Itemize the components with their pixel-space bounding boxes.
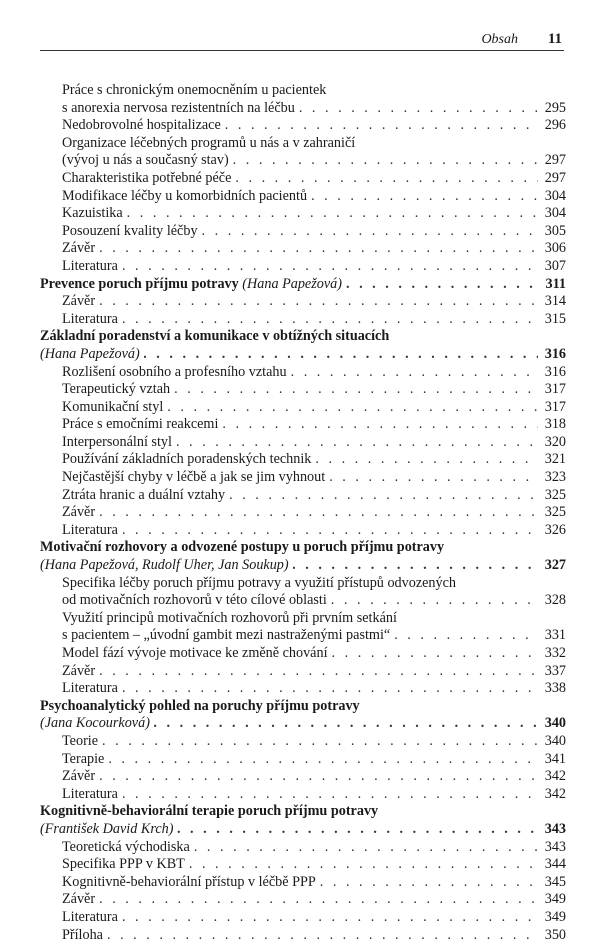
toc-entry[interactable]	[40, 293, 566, 311]
toc-chapter	[40, 803, 566, 944]
toc-entry[interactable]	[40, 364, 566, 382]
dot-leader	[320, 874, 538, 892]
chapter-title: Základní poradenství a komunikace v obtížných situacích	[40, 328, 389, 346]
toc-chapter	[40, 539, 566, 697]
chapter-title: Kognitivně-behaviorální terapie poruch příjmu potravy	[40, 803, 378, 821]
entry-text: Teorie	[62, 733, 98, 751]
dot-leader	[99, 504, 538, 522]
entry-line	[40, 293, 566, 311]
toc-entry[interactable]	[40, 469, 566, 487]
entry-text: Práce s chronickým onemocněním u pacientek	[62, 82, 326, 100]
entry-line	[40, 786, 566, 804]
entry-page: 321	[542, 451, 566, 469]
entry-page: 297	[542, 170, 566, 188]
dot-leader	[225, 117, 538, 135]
dot-leader	[122, 522, 538, 540]
entry-page: 315	[542, 311, 566, 329]
entry-line	[40, 381, 566, 399]
entry-line	[40, 399, 566, 417]
entry-page: 349	[542, 891, 566, 909]
dot-leader	[194, 839, 538, 857]
entry-text: Příloha	[62, 927, 103, 944]
toc-entry[interactable]	[40, 680, 566, 698]
entry-text: Závěr	[62, 504, 95, 522]
toc-entry[interactable]	[40, 645, 566, 663]
entry-page: 320	[542, 434, 566, 452]
entry-text: Literatura	[62, 680, 118, 698]
dot-leader	[122, 786, 538, 804]
toc-entry[interactable]	[40, 575, 566, 610]
entry-line	[40, 100, 566, 118]
entry-text: Práce s emočními reakcemi	[62, 416, 218, 434]
entry-line	[40, 240, 566, 258]
entry-text: Specifika PPP v KBT	[62, 856, 185, 874]
toc-entry[interactable]	[40, 751, 566, 769]
toc-chapter	[40, 698, 566, 804]
entry-line	[40, 504, 566, 522]
dot-leader	[122, 311, 538, 329]
entry-page: 325	[542, 487, 566, 505]
toc-entry[interactable]	[40, 909, 566, 927]
dot-leader	[299, 100, 538, 118]
entry-line	[40, 680, 566, 698]
entry-page: 344	[542, 856, 566, 874]
entry-text: s anorexia nervosa rezistentních na léčbu	[62, 100, 295, 118]
dot-leader	[122, 680, 538, 698]
dot-leader	[102, 733, 538, 751]
dot-leader	[99, 240, 538, 258]
chapter-title-group	[40, 276, 342, 294]
page-number: 11	[548, 31, 562, 48]
toc-entry[interactable]	[40, 135, 566, 170]
entry-line	[40, 663, 566, 681]
toc-entry[interactable]	[40, 839, 566, 857]
entry-line	[40, 416, 566, 434]
entry-page: 326	[542, 522, 566, 540]
entry-line	[40, 364, 566, 382]
entry-page: 304	[542, 205, 566, 223]
toc-entry[interactable]	[40, 891, 566, 909]
entry-line	[40, 205, 566, 223]
dot-leader	[315, 451, 538, 469]
entry-page: 318	[542, 416, 566, 434]
entry-line	[40, 117, 566, 135]
entry-text: Závěr	[62, 293, 95, 311]
toc-entry[interactable]	[40, 240, 566, 258]
chapter-heading[interactable]	[40, 328, 566, 346]
chapter-author: (Hana Papežová)	[242, 276, 342, 292]
entry-text: Kazuistika	[62, 205, 123, 223]
entry-text: Nejčastější chyby v léčbě a jak se jim vyhnout	[62, 469, 325, 487]
entry-line	[40, 768, 566, 786]
dot-leader	[99, 768, 538, 786]
chapter-author: (Hana Papežová)	[40, 346, 140, 364]
dot-leader	[108, 751, 538, 769]
entry-line	[40, 487, 566, 505]
chapter-page: 340	[542, 715, 566, 733]
entry-text: Literatura	[62, 786, 118, 804]
toc-entry[interactable]	[40, 522, 566, 540]
entry-page: 343	[542, 839, 566, 857]
entry-page: 328	[542, 592, 566, 610]
entry-page: 331	[542, 627, 566, 645]
entry-page: 332	[542, 645, 566, 663]
toc-chapter	[40, 328, 566, 539]
entry-text: Literatura	[62, 311, 118, 329]
entry-text: Závěr	[62, 240, 95, 258]
dot-leader	[311, 188, 538, 206]
entry-line	[40, 223, 566, 241]
chapter-heading[interactable]	[40, 539, 566, 557]
entry-page: 325	[542, 504, 566, 522]
dot-leader	[144, 346, 538, 364]
toc-entry[interactable]	[40, 786, 566, 804]
toc-entry[interactable]	[40, 434, 566, 452]
entry-text: s pacientem – „úvodní gambit mezi nastraženými pastmi“	[62, 627, 390, 645]
entry-line	[40, 627, 566, 645]
dot-leader	[174, 381, 538, 399]
toc-chapter	[40, 276, 566, 329]
entry-text: Organizace léčebných programů u nás a v zahraničí	[62, 135, 355, 153]
entry-page: 341	[542, 751, 566, 769]
entry-text: Posouzení kvality léčby	[62, 223, 198, 241]
chapter-page: 327	[542, 557, 566, 575]
entry-text: Terapie	[62, 751, 104, 769]
toc-entry[interactable]	[40, 874, 566, 892]
toc-entry[interactable]	[40, 610, 566, 645]
dot-leader	[99, 663, 538, 681]
entry-line	[40, 645, 566, 663]
toc-entry[interactable]	[40, 856, 566, 874]
toc-entry[interactable]	[40, 311, 566, 329]
entry-line	[40, 575, 566, 593]
entry-text: Používání základních poradenských technik	[62, 451, 311, 469]
dot-leader	[127, 205, 538, 223]
entry-text: od motivačních rozhovorů v této cílové oblasti	[62, 592, 327, 610]
entry-page: 350	[542, 927, 566, 944]
entry-line	[40, 610, 566, 628]
entry-page: 349	[542, 909, 566, 927]
dot-leader	[331, 592, 538, 610]
dot-leader	[394, 627, 538, 645]
entry-text: Závěr	[62, 891, 95, 909]
entry-page: 307	[542, 258, 566, 276]
entry-line	[40, 856, 566, 874]
dot-leader	[177, 821, 538, 839]
entry-text: Literatura	[62, 258, 118, 276]
entry-line	[40, 751, 566, 769]
entry-page: 305	[542, 223, 566, 241]
dot-leader	[189, 856, 538, 874]
entry-page: 317	[542, 381, 566, 399]
dot-leader	[167, 399, 538, 417]
chapter-author-line[interactable]	[40, 346, 566, 364]
dot-leader	[332, 645, 538, 663]
chapter-page: 343	[542, 821, 566, 839]
entry-text: Nedobrovolné hospitalizace	[62, 117, 221, 135]
dot-leader	[154, 715, 538, 733]
entry-text: Charakteristika potřebné péče	[62, 170, 231, 188]
toc-entry[interactable]	[40, 451, 566, 469]
entry-line	[40, 152, 566, 170]
toc-entry[interactable]	[40, 188, 566, 206]
toc-entry[interactable]	[40, 82, 566, 117]
entry-line	[40, 592, 566, 610]
entry-page: 297	[542, 152, 566, 170]
dot-leader	[222, 416, 538, 434]
entry-line	[40, 82, 566, 100]
entry-text: Závěr	[62, 663, 95, 681]
entry-line	[40, 522, 566, 540]
dot-leader	[233, 152, 538, 170]
entry-page: 342	[542, 768, 566, 786]
entry-page: 323	[542, 469, 566, 487]
toc-entry[interactable]	[40, 205, 566, 223]
toc-entry[interactable]	[40, 399, 566, 417]
chapter-author: (Hana Papežová, Rudolf Uher, Jan Soukup)	[40, 557, 289, 575]
entry-page: 316	[542, 364, 566, 382]
dot-leader	[291, 364, 538, 382]
toc-entry[interactable]	[40, 733, 566, 751]
toc-entry[interactable]	[40, 170, 566, 188]
dot-leader	[293, 557, 538, 575]
entry-page: 345	[542, 874, 566, 892]
dot-leader	[235, 170, 538, 188]
entry-text: Interpersonální styl	[62, 434, 172, 452]
dot-leader	[107, 927, 538, 944]
chapter-author: (Jana Kocourková)	[40, 715, 150, 733]
toc-chapter	[40, 82, 566, 276]
toc-entry[interactable]	[40, 223, 566, 241]
entry-text: Komunikační styl	[62, 399, 163, 417]
entry-text: Využití principů motivačních rozhovorů při prvním setkání	[62, 610, 397, 628]
entry-line	[40, 909, 566, 927]
dot-leader	[99, 293, 538, 311]
entry-line	[40, 258, 566, 276]
entry-line	[40, 434, 566, 452]
entry-line	[40, 891, 566, 909]
entry-page: 306	[542, 240, 566, 258]
entry-text: Terapeutický vztah	[62, 381, 170, 399]
chapter-title: Psychoanalytický pohled na poruchy příjmu potravy	[40, 698, 360, 716]
entry-text: Kognitivně-behaviorální přístup v léčbě PPP	[62, 874, 316, 892]
running-header	[40, 28, 564, 51]
entry-page: 296	[542, 117, 566, 135]
entry-line	[40, 451, 566, 469]
entry-text: Rozlišení osobního a profesního vztahu	[62, 364, 287, 382]
chapter-page: 316	[542, 346, 566, 364]
dot-leader	[229, 487, 538, 505]
entry-text: (vývoj u nás a současný stav)	[62, 152, 229, 170]
chapter-author-line[interactable]	[40, 715, 566, 733]
table-of-contents	[40, 82, 566, 944]
chapter-heading[interactable]	[40, 698, 566, 716]
toc-entry[interactable]	[40, 416, 566, 434]
entry-line	[40, 311, 566, 329]
dot-leader	[99, 891, 538, 909]
entry-page: 314	[542, 293, 566, 311]
toc-entry[interactable]	[40, 487, 566, 505]
entry-line	[40, 469, 566, 487]
running-title: Obsah	[481, 32, 518, 48]
entry-text: Literatura	[62, 909, 118, 927]
toc-entry[interactable]	[40, 258, 566, 276]
entry-line	[40, 874, 566, 892]
toc-entry[interactable]	[40, 927, 566, 944]
toc-entry[interactable]	[40, 663, 566, 681]
toc-entry[interactable]	[40, 504, 566, 522]
dot-leader	[122, 909, 538, 927]
entry-line	[40, 170, 566, 188]
toc-entry[interactable]	[40, 768, 566, 786]
dot-leader	[329, 469, 538, 487]
entry-page: 295	[542, 100, 566, 118]
dot-leader	[122, 258, 538, 276]
entry-text: Literatura	[62, 522, 118, 540]
chapter-heading[interactable]	[40, 803, 566, 821]
entry-text: Modifikace léčby u komorbidních pacientů	[62, 188, 307, 206]
entry-text: Specifika léčby poruch příjmu potravy a využití přístupů odvozených	[62, 575, 456, 593]
chapter-title: Prevence poruch příjmu potravy	[40, 276, 239, 292]
entry-line	[40, 927, 566, 944]
dot-leader	[176, 434, 538, 452]
entry-line	[40, 188, 566, 206]
entry-line	[40, 733, 566, 751]
entry-text: Teoretická východiska	[62, 839, 190, 857]
chapter-title: Motivační rozhovory a odvozené postupy u poruch příjmu potravy	[40, 539, 444, 557]
chapter-page: 311	[542, 276, 566, 294]
entry-page: 342	[542, 786, 566, 804]
entry-text: Ztráta hranic a duální vztahy	[62, 487, 225, 505]
entry-line	[40, 135, 566, 153]
entry-page: 337	[542, 663, 566, 681]
dot-leader	[202, 223, 538, 241]
entry-page: 340	[542, 733, 566, 751]
toc-entry[interactable]	[40, 381, 566, 399]
chapter-author: (František David Krch)	[40, 821, 173, 839]
entry-page: 317	[542, 399, 566, 417]
dot-leader	[346, 276, 538, 294]
entry-page: 338	[542, 680, 566, 698]
chapter-heading[interactable]	[40, 276, 566, 294]
chapter-author-line[interactable]	[40, 557, 566, 575]
entry-text: Model fází vývoje motivace ke změně chování	[62, 645, 328, 663]
entry-page: 304	[542, 188, 566, 206]
chapter-author-line[interactable]	[40, 821, 566, 839]
toc-entry[interactable]	[40, 117, 566, 135]
entry-line	[40, 839, 566, 857]
entry-text: Závěr	[62, 768, 95, 786]
